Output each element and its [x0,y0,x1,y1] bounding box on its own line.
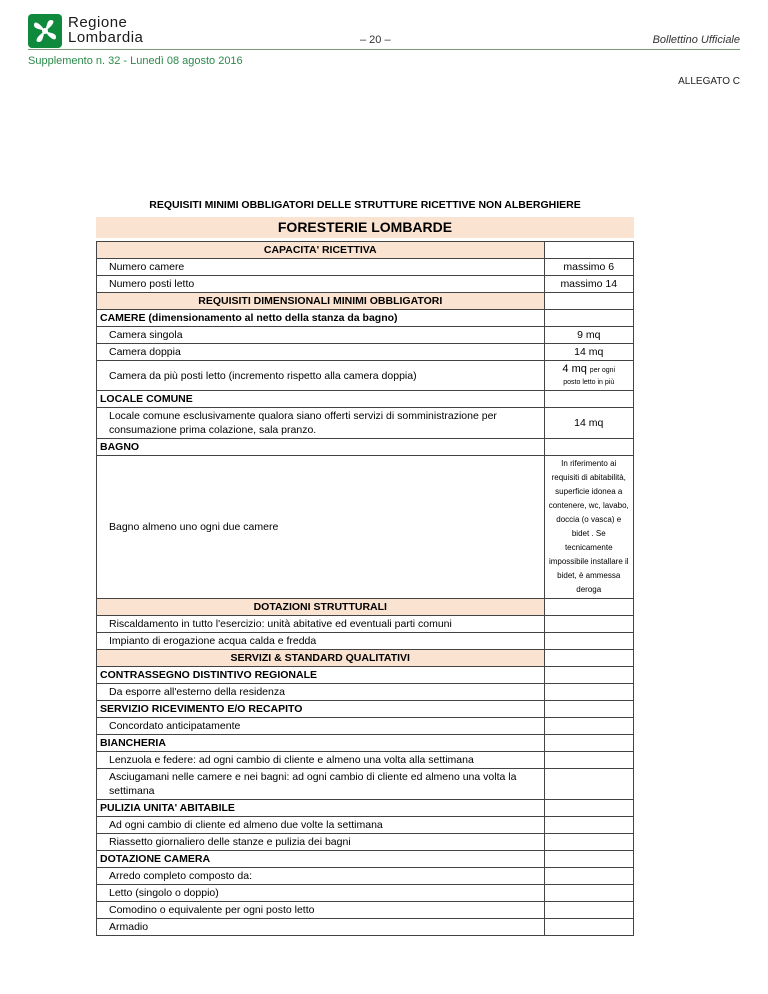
value-cell: massimo 6 [544,259,634,276]
row-label: Numero posti letto [97,276,545,293]
section-header: REQUISITI DIMENSIONALI MINIMI OBBLIGATORI [97,293,545,310]
table-row [97,456,634,599]
value-cell [544,902,634,919]
table-row [97,391,634,408]
value-cell [544,616,634,633]
section-header: CAPACITA' RICETTIVA [97,242,545,259]
row-label: Comodino o equivalente per ogni posto letto [97,902,545,919]
row-label: Armadio [97,919,545,936]
table-row [97,310,634,327]
table-row [97,769,634,800]
value-cell [544,868,634,885]
category-label: PULIZIA UNITA' ABITABILE [97,800,545,817]
table-row [97,902,634,919]
row-label: Camera doppia [97,344,545,361]
value-cell [544,851,634,868]
value-main: 4 mq [562,362,587,375]
header-divider [28,49,740,50]
logo-text [68,15,143,45]
table-row [97,242,634,259]
table-row [97,293,634,310]
table-row [97,701,634,718]
row-label: Camera singola [97,327,545,344]
row-label: Bagno almeno uno ogni due camere [97,456,545,599]
table-row [97,616,634,633]
value-cell [544,701,634,718]
value-cell [544,817,634,834]
row-label: Arredo completo composto da: [97,868,545,885]
publication-title: Bollettino Ufficiale [652,34,740,46]
value-cell [544,667,634,684]
row-label: Da esporre all'esterno della residenza [97,684,545,701]
row-label: Ad ogni cambio di cliente ed almeno due volte la settimana [97,817,545,834]
table-row [97,259,634,276]
value-cell [544,391,634,408]
category-label: LOCALE COMUNE [97,391,545,408]
value-note: per ogni [589,366,616,374]
value-cell: 14 mq [544,344,634,361]
value-cell [544,885,634,902]
value-cell [544,834,634,851]
category-label: BAGNO [97,439,545,456]
row-label: Riassetto giornaliero delle stanze e pulizia dei bagni [97,834,545,851]
value-cell [544,800,634,817]
table-row [97,633,634,650]
row-label: Riscaldamento in tutto l'esercizio: unità abitative ed eventuali parti comuni [97,616,545,633]
annex-label: ALLEGATO C [678,76,740,87]
requirements-table [96,241,634,936]
document-subtitle: FORESTERIE LOMBARDE [96,217,634,238]
table-row [97,718,634,735]
table-row [97,599,634,616]
table-row [97,735,634,752]
category-label: CONTRASSEGNO DISTINTIVO REGIONALE [97,667,545,684]
value-cell [544,361,634,391]
table-row [97,817,634,834]
logo-line-1: Regione [68,14,128,31]
table-row [97,650,634,667]
table-row [97,834,634,851]
section-header: DOTAZIONI STRUTTURALI [97,599,545,616]
value-cell [544,650,634,667]
row-label: Asciugamani nelle camere e nei bagni: ad ogni cambio di cliente ed almeno una volta la settimana [97,769,545,800]
value-cell [544,293,634,310]
value-cell [544,752,634,769]
table-row [97,800,634,817]
logo-line-2: Lombardia [68,29,144,46]
regione-lombardia-logo [28,14,188,50]
category-label: DOTAZIONE CAMERA [97,851,545,868]
category-label: BIANCHERIA [97,735,545,752]
section-header: SERVIZI & STANDARD QUALITATIVI [97,650,545,667]
value-cell [544,919,634,936]
row-label: Lenzuola e federe: ad ogni cambio di cliente e almeno una volta alla settimana [97,752,545,769]
page-number: – 20 – [360,34,391,46]
document-title: REQUISITI MINIMI OBBLIGATORI DELLE STRUTTURE RICETTIVE NON ALBERGHIERE [149,199,581,211]
value-cell [544,718,634,735]
lombardy-rose-icon [28,14,62,48]
value-cell: 9 mq [544,327,634,344]
category-label: SERVIZIO RICEVIMENTO E/O RECAPITO [97,701,545,718]
value-cell [544,735,634,752]
value-cell: In riferimento ai requisiti di abitabilità, superficie idonea a contenere, wc, lavabo, doccia (o vasca) e bidet . Se tecnicamente impossibile installare il bidet, è ammessa deroga [544,456,634,599]
row-label: Impianto di erogazione acqua calda e fredda [97,633,545,650]
table-row [97,868,634,885]
category-label: CAMERE (dimensionamento al netto della stanza da bagno) [97,310,545,327]
table-row [97,919,634,936]
value-cell: massimo 14 [544,276,634,293]
table-row [97,885,634,902]
table-row [97,276,634,293]
row-label: Locale comune esclusivamente qualora siano offerti servizi di somministrazione per consumazione prima colazione, sala pranzo. [97,408,545,439]
table-row [97,344,634,361]
row-label: Camera da più posti letto (incremento rispetto alla camera doppia) [97,361,545,391]
row-label: Concordato anticipatamente [97,718,545,735]
value-cell: 14 mq [544,408,634,439]
value-cell [544,242,634,259]
table-row [97,684,634,701]
table-row [97,361,634,391]
table-row [97,327,634,344]
table-row [97,752,634,769]
value-note: posto letto in più [563,378,615,386]
value-cell [544,633,634,650]
page-header [0,0,768,70]
value-cell [544,769,634,800]
value-cell [544,310,634,327]
value-cell [544,439,634,456]
row-label: Numero camere [97,259,545,276]
table-row [97,667,634,684]
value-cell [544,684,634,701]
table-row [97,408,634,439]
table-row [97,439,634,456]
table-row [97,851,634,868]
row-label: Letto (singolo o doppio) [97,885,545,902]
supplement-info: Supplemento n. 32 - Lunedì 08 agosto 2016 [28,55,243,67]
value-cell [544,599,634,616]
